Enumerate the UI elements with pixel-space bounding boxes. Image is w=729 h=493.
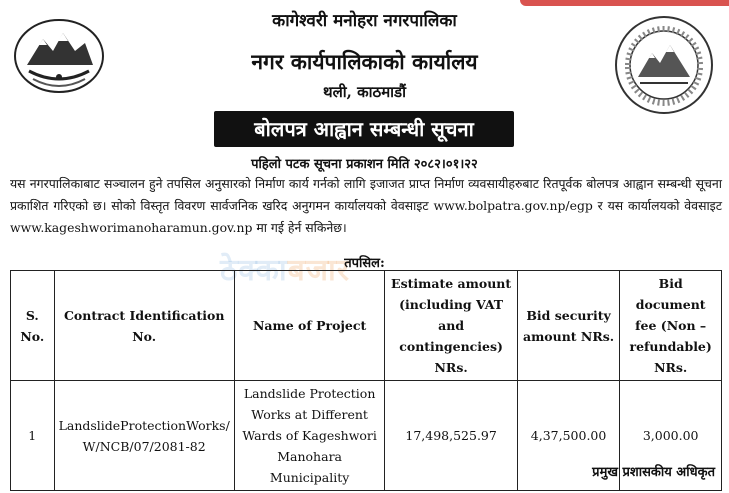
col-header-project: Name of Project: [234, 271, 385, 381]
notice-body: यस नगरपालिकाबाट सञ्चालन हुने तपसिल अनुसारको निर्माण कार्य गर्नको लागि इजाजत प्राप्त निर्माण व्यवसायीहरुबाट रितपूर्वक बोलपत्र आह्वान सम्बन्धी सूचना प्रकाशित गरिएको छ। सोको विस्तृत विवरण सार्वजनिक खरिद अनुगमन कार्यालयको वेवसाइट www.bolpatra.gov.np/egp र यस कार्यालयको वेवसाइट www.kageshworimanoharamun.gov.np मा गई हेर्न सकिनेछ।: [10, 176, 722, 235]
top-accent-bar: [520, 0, 729, 6]
cell-contract-id: LandslideProtectionWorks/ W/NCB/07/2081-82: [54, 381, 234, 491]
cell-bid-security: 4,37,500.00: [517, 381, 620, 491]
table-header-row: [11, 271, 722, 381]
municipality-name: कागेश्वरी मनोहरा नगरपालिका: [272, 11, 457, 31]
notice-title: बोलपत्र आह्वान सम्बन्धी सूचना: [214, 111, 514, 147]
col-header-contract-id: Contract Identification No.: [54, 271, 234, 381]
publication-date: पहिलो पटक सूचना प्रकाशन मिति २०८२।०१।२२: [251, 157, 478, 172]
watermark-part1: ठेक्का: [220, 253, 288, 288]
signatory: प्रमुख प्रशासकीय अधिकृत: [592, 465, 715, 480]
col-header-bid-security: Bid security amount NRs.: [517, 271, 620, 381]
bid-table: [10, 270, 722, 491]
col-header-sn: S. No.: [11, 271, 55, 381]
col-header-estimate: Estimate amount (including VAT and contingencies) NRs.: [385, 271, 517, 381]
office-location: थली, काठमाडौं: [323, 83, 406, 101]
cell-doc-fee: 3,000.00: [620, 381, 722, 491]
cell-project: Landslide Protection Works at Different Wards of Kageshwori Manohara Municipality: [234, 381, 385, 491]
col-header-doc-fee: Bid document fee (Non – refundable) NRs.: [620, 271, 722, 381]
watermark-part2: बजार: [287, 253, 351, 288]
cell-estimate: 17,498,525.97: [385, 381, 517, 491]
list-heading: तपसिल:: [344, 256, 385, 271]
cell-sn: 1: [11, 381, 55, 491]
office-name: नगर कार्यपालिकाको कार्यालय: [251, 49, 478, 74]
